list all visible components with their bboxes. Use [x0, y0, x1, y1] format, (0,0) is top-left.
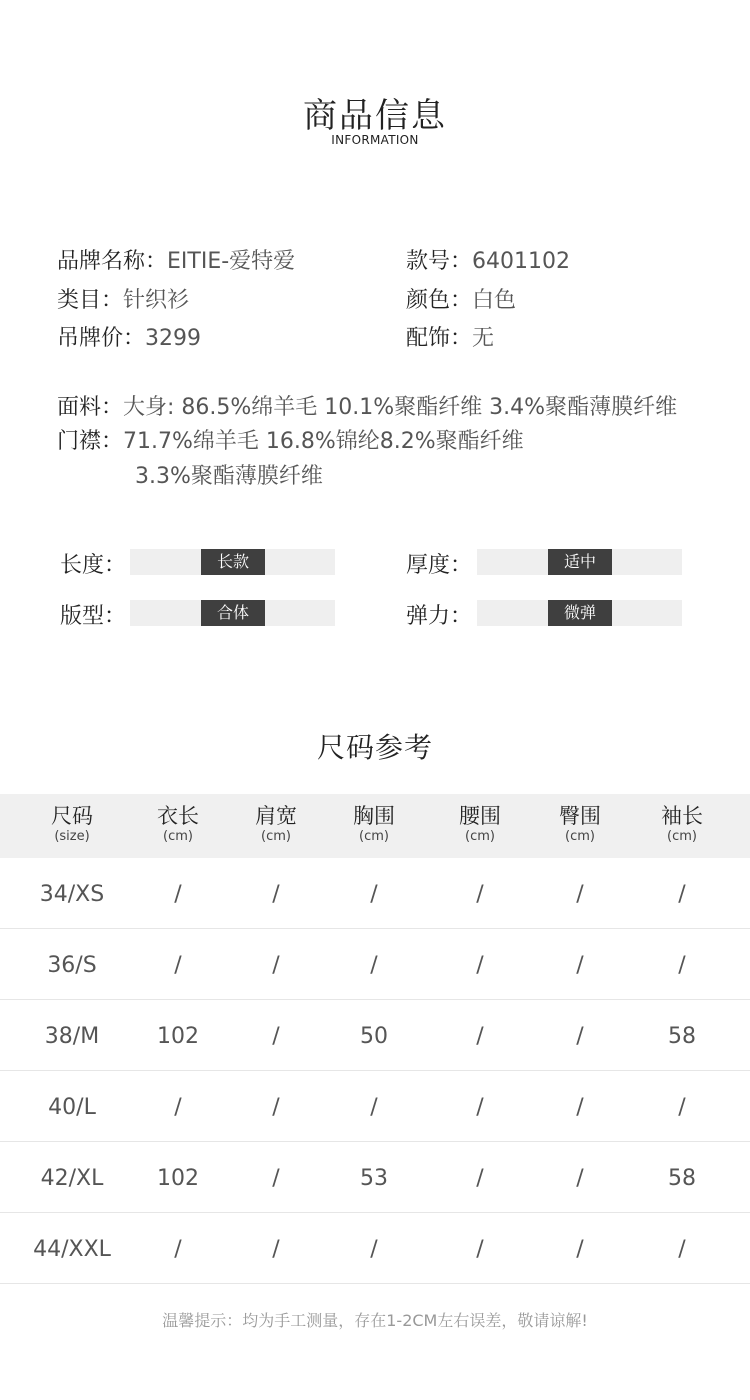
- table-row: [0, 929, 750, 1000]
- header-size: [22, 794, 122, 858]
- header-length-label: 衣长: [157, 804, 199, 828]
- header-hip-label: 臀围: [559, 804, 601, 828]
- fabric-body-text: 大身: 86.5%绵羊毛 10.1%聚酯纤维 3.4%聚酯薄膜纤维: [123, 395, 678, 420]
- fit-value: 合体: [201, 600, 265, 626]
- table-row: [0, 1142, 750, 1213]
- size-table-header: [0, 794, 750, 858]
- info-price: [57, 321, 201, 352]
- measure-cell: /: [174, 953, 182, 978]
- measure-cell: 53: [360, 1166, 388, 1191]
- measure-cell: /: [370, 1237, 378, 1262]
- measure-cell: /: [370, 953, 378, 978]
- measure-cell: /: [272, 1237, 280, 1262]
- info-brand: [57, 244, 295, 275]
- measure-cell: /: [476, 953, 484, 978]
- fabric-line-2: [57, 424, 524, 455]
- length-value: 长款: [201, 549, 265, 575]
- header-waist-unit: (cm): [465, 829, 495, 844]
- header-shoulder-label: 肩宽: [255, 804, 297, 828]
- size-cell: 44/XXL: [33, 1237, 111, 1262]
- measure-cell: /: [576, 882, 584, 907]
- header-shoulder-unit: (cm): [261, 829, 291, 844]
- measurement-note: 温馨提示：均为手工测量，存在1-2CM左右误差，敬请谅解!: [162, 1311, 588, 1330]
- table-row: [0, 1213, 750, 1284]
- thickness-label: 厚度：: [406, 553, 473, 578]
- header-length-unit: (cm): [163, 829, 193, 844]
- table-row: [0, 858, 750, 929]
- style-no-label: 款号：: [406, 249, 473, 274]
- size-cell: 40/L: [48, 1095, 96, 1120]
- category-label: 类目：: [57, 288, 124, 313]
- measure-cell: /: [678, 1095, 686, 1120]
- placket-label: 门襟：: [57, 429, 124, 454]
- header-chest-unit: (cm): [359, 829, 389, 844]
- fabric-line-3: 3.3%聚酯薄膜纤维: [135, 464, 323, 489]
- length-bar: [130, 549, 335, 575]
- measure-cell: /: [272, 1166, 280, 1191]
- price-label: 吊牌价：: [57, 326, 146, 351]
- fit-bar: [130, 600, 335, 626]
- measure-cell: /: [678, 1237, 686, 1262]
- measure-cell: /: [576, 1237, 584, 1262]
- elasticity-value: 微弹: [548, 600, 612, 626]
- header-sleeve-label: 袖长: [661, 804, 703, 828]
- header-hip-unit: (cm): [565, 829, 595, 844]
- style-no-value: 6401102: [472, 249, 570, 274]
- fit-label: 版型：: [60, 604, 127, 629]
- header-size-label: 尺码: [51, 804, 93, 828]
- measure-cell: /: [272, 1024, 280, 1049]
- table-row: [0, 1000, 750, 1071]
- header-size-unit: (size): [54, 829, 90, 844]
- header-hip: [530, 794, 630, 858]
- measure-cell: /: [272, 882, 280, 907]
- measure-cell: /: [576, 953, 584, 978]
- header-chest: [324, 794, 424, 858]
- section-title-size: 尺码参考: [316, 731, 433, 764]
- measure-cell: /: [370, 882, 378, 907]
- section-title-info: 商品信息: [303, 96, 447, 136]
- color-label: 颜色：: [406, 288, 473, 313]
- measure-cell: 102: [157, 1166, 199, 1191]
- length-label: 长度：: [60, 553, 127, 578]
- size-cell: 42/XL: [40, 1166, 104, 1191]
- table-row: [0, 1071, 750, 1142]
- measure-cell: /: [174, 882, 182, 907]
- thickness-value: 适中: [548, 549, 612, 575]
- measure-cell: 58: [668, 1166, 696, 1191]
- measure-cell: 102: [157, 1024, 199, 1049]
- placket-text: 71.7%绵羊毛 16.8%锦纶8.2%聚酯纤维: [123, 429, 524, 454]
- measure-cell: /: [476, 882, 484, 907]
- header-chest-label: 胸围: [353, 804, 395, 828]
- category-value: 针织衫: [123, 288, 190, 313]
- measure-cell: /: [678, 953, 686, 978]
- fabric-line-1: [57, 390, 677, 421]
- header-sleeve-unit: (cm): [667, 829, 697, 844]
- brand-label: 品牌名称：: [57, 249, 168, 274]
- info-category: [57, 283, 189, 314]
- info-color: [406, 283, 516, 314]
- measure-cell: /: [476, 1095, 484, 1120]
- measure-cell: /: [174, 1095, 182, 1120]
- accessory-value: 无: [472, 326, 495, 351]
- measure-cell: /: [370, 1095, 378, 1120]
- measure-cell: /: [272, 953, 280, 978]
- fabric-label: 面料：: [57, 395, 124, 420]
- measure-cell: /: [476, 1237, 484, 1262]
- measure-cell: /: [476, 1024, 484, 1049]
- measure-cell: /: [576, 1095, 584, 1120]
- accessory-label: 配饰：: [406, 326, 473, 351]
- header-shoulder: [226, 794, 326, 858]
- color-value: 白色: [472, 288, 517, 313]
- measure-cell: /: [678, 882, 686, 907]
- info-accessory: [406, 321, 494, 352]
- measure-cell: /: [476, 1166, 484, 1191]
- measure-cell: /: [576, 1024, 584, 1049]
- size-cell: 36/S: [47, 953, 97, 978]
- header-sleeve: [632, 794, 732, 858]
- measure-cell: 50: [360, 1024, 388, 1049]
- brand-value: EITIE-爱特爱: [167, 249, 296, 274]
- size-cell: 34/XS: [39, 882, 105, 907]
- measure-cell: 58: [668, 1024, 696, 1049]
- elasticity-bar: [477, 600, 682, 626]
- thickness-bar: [477, 549, 682, 575]
- elasticity-label: 弹力：: [406, 604, 473, 629]
- measure-cell: /: [174, 1237, 182, 1262]
- header-waist: [430, 794, 530, 858]
- price-value: 3299: [145, 326, 202, 351]
- header-length: [128, 794, 228, 858]
- measure-cell: /: [272, 1095, 280, 1120]
- header-waist-label: 腰围: [459, 804, 501, 828]
- measure-cell: /: [576, 1166, 584, 1191]
- size-cell: 38/M: [44, 1024, 100, 1049]
- info-style-no: [406, 244, 570, 275]
- section-subtitle-info: INFORMATION: [331, 133, 419, 147]
